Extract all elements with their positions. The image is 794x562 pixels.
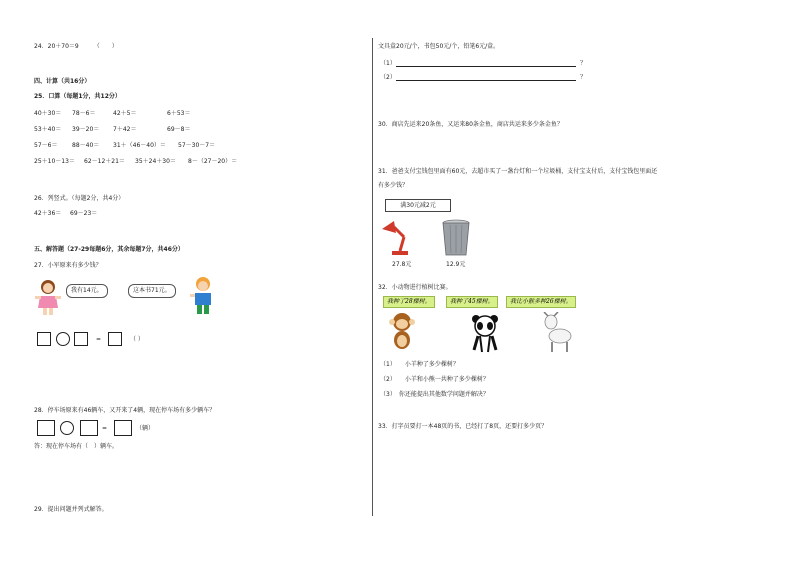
calc-item: 40＋30＝ — [34, 110, 62, 117]
calc-item: 31＋（46－40）＝ — [113, 142, 166, 149]
question-29-info: 文具盒20元/个，书包50元/个，铅笔6元/盒。 — [378, 43, 500, 50]
calc-item: 42＋5＝ — [113, 110, 137, 117]
monkey-speech-label: 我种了28棵树。 — [383, 296, 435, 308]
goat-speech-label: 我比小猴多种26棵树。 — [506, 296, 576, 308]
girl-speech-bubble: 我有14元。 — [66, 284, 108, 298]
question-26-title: 26．列竖式。（每题2分，共4分） — [34, 195, 125, 202]
section-4-title: 四、计算（共16分） — [34, 78, 91, 85]
bin-price: 12.9元 — [446, 261, 466, 268]
lamp-price: 27.8元 — [392, 261, 412, 268]
unit-parentheses: （ ） — [130, 336, 144, 343]
girl-illustration — [34, 278, 62, 316]
calc-item: 8－（27－20）＝ — [188, 158, 238, 165]
desk-lamp-icon — [378, 219, 412, 257]
question-27-title: 27．小军原来有多少钱？ — [34, 262, 102, 269]
answer-box[interactable] — [37, 332, 51, 346]
calc-item: 57－30－7＝ — [178, 142, 216, 149]
question-25-title: 25．口算（每题1分，共12分） — [34, 93, 121, 100]
calc-item: 78－6＝ — [72, 110, 96, 117]
answer-box[interactable] — [80, 420, 98, 436]
promotion-label: 满30元减2元 — [385, 199, 451, 212]
question-33: 33．打字员要打一本48页的书，已经打了8页，还要打多少页？ — [378, 423, 548, 430]
panda-speech-label: 我种了45棵树。 — [446, 296, 498, 308]
vertical-calc-item: 69－23＝ — [70, 210, 98, 217]
answer-line[interactable] — [396, 80, 576, 81]
question-mark: ？ — [580, 60, 587, 67]
answer-box[interactable] — [114, 420, 132, 436]
question-28-answer: 答：现在停车场有（ ）辆车。 — [34, 443, 119, 450]
question-mark: ？ — [580, 74, 587, 81]
equals-sign: = — [96, 336, 102, 343]
question-31-line2: 有多少钱？ — [378, 182, 409, 189]
column-divider — [372, 38, 373, 516]
calc-item: 53＋40＝ — [34, 126, 62, 133]
sub-question-2: （2） — [380, 74, 396, 81]
question-32-sub2: （2） 小羊和小熊一共种了多少棵树？ — [380, 376, 489, 383]
calc-item: 69－8＝ — [167, 126, 191, 133]
answer-box[interactable] — [74, 332, 88, 346]
boy-illustration — [190, 276, 216, 316]
operator-circle[interactable] — [56, 332, 70, 346]
question-31-line1: 31．爸爸支付宝钱包里面有60元，去超市买了一盏台灯和一个垃圾桶，支付宝支付后，支付宝钱包里面还 — [378, 168, 658, 175]
boy-speech-bubble: 这本书71元。 — [128, 284, 176, 298]
section-5-title: 五、解答题（27-29每题6分，其余每题7分，共46分） — [34, 246, 184, 253]
answer-line[interactable] — [396, 66, 576, 67]
calc-item: 35＋24＋30＝ — [135, 158, 176, 165]
calc-item: 6＋53＝ — [167, 110, 191, 117]
goat-illustration — [538, 312, 572, 354]
panda-illustration — [470, 314, 500, 354]
calc-item: 39－20＝ — [72, 126, 100, 133]
answer-box[interactable] — [108, 332, 122, 346]
equals-sign: = — [102, 425, 108, 432]
question-32-sub3: （3） 你还能提出其他数学问题并解决？ — [380, 391, 489, 398]
vertical-calc-item: 42＋36＝ — [34, 210, 62, 217]
operator-circle[interactable] — [60, 421, 74, 435]
calc-item: 57－6＝ — [34, 142, 58, 149]
question-24: 24．20＋70＝9 （ ） — [34, 43, 118, 50]
unit-label: （辆） — [136, 425, 155, 432]
answer-box[interactable] — [37, 420, 55, 436]
question-32-title: 32．小动物进行植树比赛。 — [378, 284, 452, 291]
sub-question-1: （1） — [380, 60, 396, 67]
question-30: 30．商店先运来20条鱼，又运来80条金鱼，商店共运来多少条金鱼？ — [378, 121, 563, 128]
question-28-title: 28．停车场原来有46辆车，又开来了4辆，现在停车场有多少辆车？ — [34, 407, 216, 414]
trash-bin-icon — [441, 219, 471, 257]
calc-item: 88－40＝ — [72, 142, 100, 149]
question-32-sub1: （1） 小羊种了多少棵树？ — [380, 361, 459, 368]
monkey-illustration — [388, 312, 418, 352]
calc-item: 25＋10－13＝ — [34, 158, 75, 165]
calc-item: 62－12＋21＝ — [84, 158, 125, 165]
calc-item: 7＋42＝ — [113, 126, 137, 133]
question-29-title: 29．提出问题并列式解答。 — [34, 506, 108, 513]
